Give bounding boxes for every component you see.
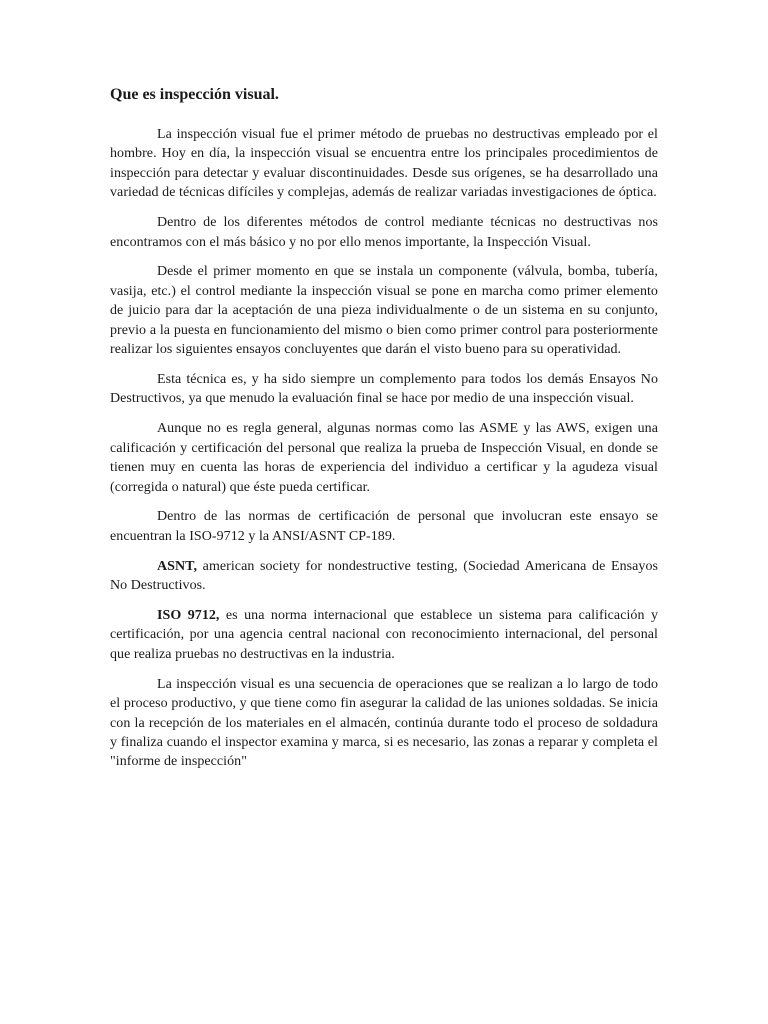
paragraph-2 bbox=[110, 213, 658, 252]
paragraph-iso-text: es una norma internacional que establece un sistema para calificación y certificación, por una agencia central nacional con reconocimiento internacional, del personal que realiza pruebas no destructivas en la industria. bbox=[110, 608, 658, 662]
paragraph-asnt bbox=[110, 557, 658, 596]
paragraph-asnt-lead: ASNT, bbox=[157, 558, 198, 574]
paragraph-6-text: Dentro de las normas de certificación de personal que involucran este ensayo se encuentran la ISO-9712 y la ANSI/ASNT CP-189. bbox=[110, 509, 658, 544]
paragraph-3-text: Desde el primer momento en que se instala un componente (válvula, bomba, tubería, vasija, etc.) el control mediante la inspección visual se pone en marcha como primer elemento de juicio para dar la aceptación de una pieza individualmente o de un sistema en su conjunto, previo a la puesta en funcionamiento del mismo o bien como primer control para posteriormente realizar los siguientes ensayos concluyentes que darán el visto bueno para su operatividad. bbox=[110, 264, 658, 358]
paragraph-5 bbox=[110, 419, 658, 497]
paragraph-1-text: La inspección visual fue el primer método de pruebas no destructivas empleado por el hombre. Hoy en día, la inspección visual se encuentra entre los principales procedimientos de inspección para detectar y evaluar discontinuidades. Desde sus orígenes, se ha desarrollado una variedad de técnicas difíciles y complejas, además de realizar variadas investigaciones de óptica. bbox=[110, 127, 658, 201]
paragraph-9-text: La inspección visual es una secuencia de operaciones que se realizan a lo largo de todo el proceso productivo, y que tiene como fin asegurar la calidad de las uniones soldadas. Se inicia con la recepción de los materiales en el almacén, continúa durante todo el proceso de soldadura y finaliza cuando el inspector examina y marca, si es necesario, las zonas a reparar y completa el "informe de inspección" bbox=[110, 676, 658, 770]
document-title: Que es inspección visual. bbox=[110, 86, 279, 103]
document-page bbox=[110, 84, 658, 772]
paragraph-2-text: Dentro de los diferentes métodos de control mediante técnicas no destructivas nos encontramos con el más básico y no por ello menos importante, la Inspección Visual. bbox=[110, 215, 658, 250]
paragraph-3 bbox=[110, 262, 658, 359]
paragraph-iso-lead: ISO 9712, bbox=[157, 608, 220, 624]
paragraph-iso bbox=[110, 606, 658, 664]
paragraph-5-text: Aunque no es regla general, algunas normas como las ASME y las AWS, exigen una calificación y certificación del personal que realiza la prueba de Inspección Visual, en donde se tienen muy en cuenta las horas de experiencia del individuo a certificar y la agudeza visual (corregida o natural) que éste pueda certificar. bbox=[110, 421, 658, 495]
paragraph-4-text: Esta técnica es, y ha sido siempre un complemento para todos los demás Ensayos No Destructivos, ya que menudo la evaluación final se hace por medio de una inspección visual. bbox=[110, 371, 658, 407]
paragraph-4 bbox=[110, 370, 658, 409]
paragraph-6 bbox=[110, 507, 658, 546]
paragraph-1 bbox=[110, 125, 658, 203]
paragraph-9 bbox=[110, 675, 658, 772]
paragraph-asnt-text: american society for nondestructive testing, (Sociedad Americana de Ensayos No Destructivos. bbox=[110, 558, 658, 594]
